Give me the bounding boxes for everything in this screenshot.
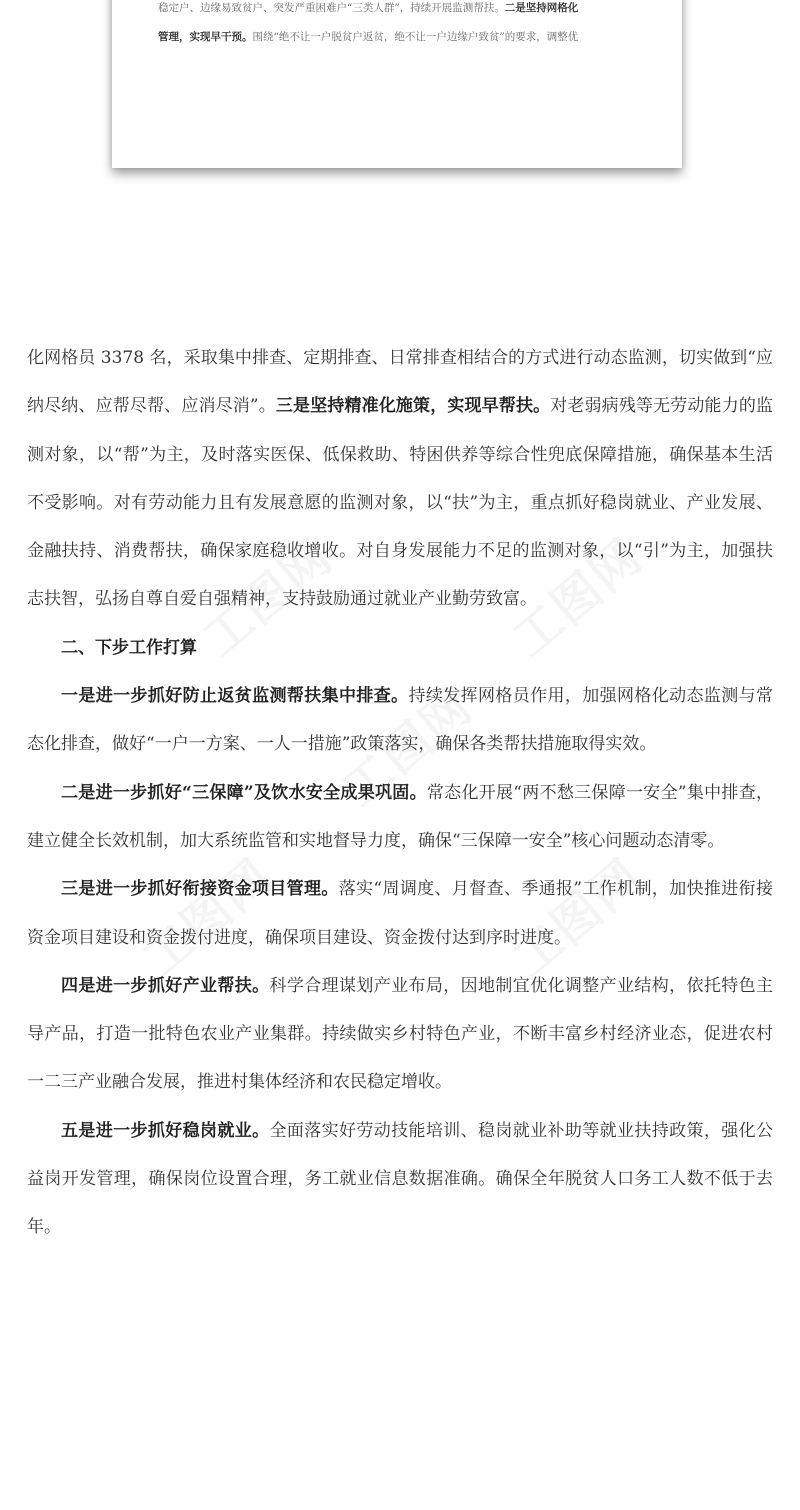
- document-preview-card: [112, 0, 682, 168]
- preview-line-2: 围绕“绝不让一户脱贫户返贫，绝不让一户边缘户致贫”的要求，调整优: [252, 31, 579, 43]
- preview-line-1: 稳定户、边缘易致贫户、突发严重困难户“三类人群”，持续开展监测帮扶。: [158, 2, 505, 14]
- document-body: [27, 334, 773, 1252]
- item-lead: 三是进一步抓好衔接资金项目管理。: [61, 879, 339, 900]
- paragraph-text: 对老弱病残等无劳动能力的监测对象，以“帮”为主，及时落实医保、低保救助、特困供养等综合性兜底保障措施，确保基本生活不受影响。对有劳动能力且有发展意愿的监测对象，以“扶”为主，重点抓好稳岗就业、产业发展、金融扶持、消费帮扶，确保家庭稳收增收。对自身发展能力不足的监测对象，以“引”为主，加强扶志扶智，弘扬自尊自爱自强精神，支持鼓励通过就业产业勤劳致富。: [27, 396, 773, 610]
- item-text: 科学合理谋划产业布局，因地制宜优化调整产业结构，依托特色主导产品，打造一批特色农业产业集群。持续做实乡村特色产业，不断丰富乡村经济业态，促进农村一二三产业融合发展，推进村集体经济和农民稳定增收。: [27, 975, 773, 1093]
- paragraph-lead: 三是坚持精准化施策，实现早帮扶。: [275, 396, 551, 417]
- paragraph-continuation: [27, 334, 773, 624]
- list-item: [27, 769, 773, 866]
- item-lead: 五是进一步抓好稳岗就业。: [61, 1120, 270, 1141]
- section-heading: 二、下步工作打算: [61, 637, 197, 658]
- preview-text: [158, 0, 642, 52]
- item-text: 持续发挥网格员作用，加强网格化动态监测与常态化排查，做好“一户一方案、一人一措施”政策落实，确保各类帮扶措施取得实效。: [27, 686, 773, 755]
- item-lead: 一是进一步抓好防止返贫监测帮扶集中排查。: [61, 686, 409, 707]
- preview-line-2-bold: 管理，实现早干预。: [158, 31, 253, 43]
- list-item: [27, 672, 773, 769]
- list-item: [27, 962, 773, 1107]
- item-text: 全面落实好劳动技能培训、稳岗就业补助等就业扶持政策，强化公益岗开发管理，确保岗位设置合理，务工就业信息数据准确。确保全年脱贫人口务工人数不低于去年。: [27, 1120, 773, 1238]
- item-text: 常态化开展“两不愁三保障一安全”集中排查，建立健全长效机制，加大系统监管和实地督导力度，确保“三保障一安全”核心问题动态清零。: [27, 782, 773, 851]
- preview-line-1-bold: 二是坚持网格化: [504, 2, 579, 14]
- list-item: [27, 865, 773, 962]
- list-item: [27, 1107, 773, 1252]
- item-lead: 四是进一步抓好产业帮扶。: [61, 975, 270, 996]
- item-lead: 二是进一步抓好“三保障”及饮水安全成果巩固。: [61, 782, 427, 803]
- item-text: 落实“周调度、月督查、季通报”工作机制，加快推进衔接资金项目建设和资金拨付进度，确保项目建设、资金拨付达到序时进度。: [27, 879, 773, 948]
- paragraph-text: 化网格员 3378 名，采取集中排查、定期排查、日常排查相结合的方式进行动态监测，切实做到“应纳尽纳、应帮尽帮、应消尽消”。: [27, 348, 773, 417]
